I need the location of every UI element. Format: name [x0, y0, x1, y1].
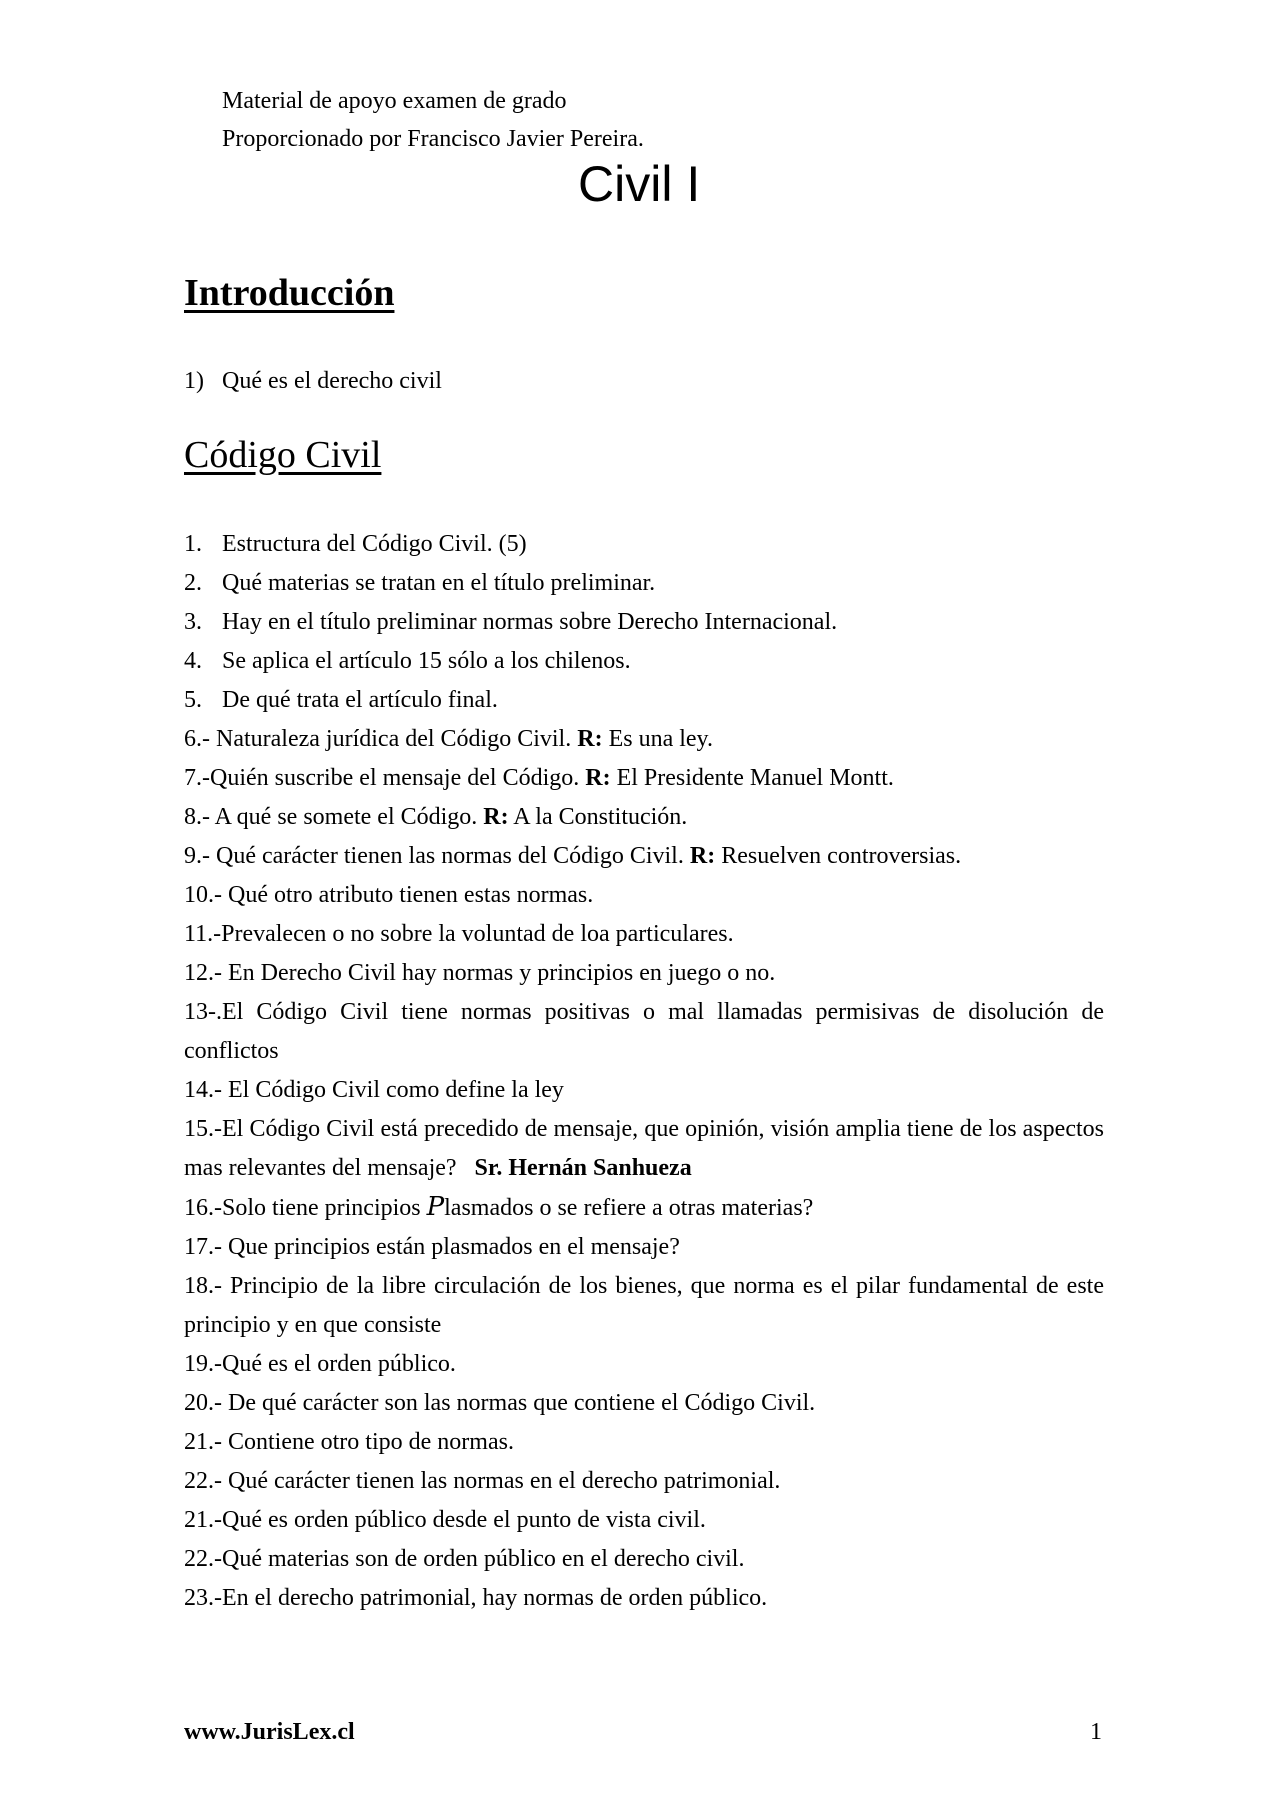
- answer-label: R:: [577, 726, 603, 752]
- list-item: 20.- De qué carácter son las normas que contiene el Código Civil.: [184, 1390, 816, 1416]
- answer-text: Resuelven controversias.: [715, 843, 962, 869]
- list-item: 18.- Principio de la libre circulación de los bienes, que norma es el pilar fundamental de este principio y en que consiste: [184, 1273, 1104, 1338]
- section-heading-codigo-civil: Código Civil: [184, 434, 382, 476]
- question-text: 9.- Qué carácter tienen las normas del Código Civil.: [184, 843, 690, 869]
- list-item: 12.- En Derecho Civil hay normas y principios en juego o no.: [184, 960, 776, 986]
- question-text: 16.-Solo tiene principios: [184, 1195, 427, 1221]
- question-text: 8.- A qué se somete el Código.: [184, 804, 484, 830]
- list-item: [184, 798, 1104, 837]
- answer-label: R:: [483, 804, 509, 830]
- list-item: 14.- El Código Civil como define la ley: [184, 1077, 564, 1103]
- answer-label: R:: [689, 843, 716, 869]
- question-text: 7.-Quién suscribe el mensaje del Código.: [184, 765, 586, 791]
- list-item: 21.-Qué es orden público desde el punto de vista civil.: [184, 1507, 706, 1533]
- footer-website: www.JurisLex.cl: [184, 1719, 355, 1745]
- list-item-text: Hay en el título preliminar normas sobre Derecho Internacional.: [222, 609, 838, 635]
- list-item-number: 4.: [184, 648, 202, 674]
- list-item-text: Se aplica el artículo 15 sólo a los chilenos.: [222, 648, 631, 674]
- list-item-number: 5.: [184, 687, 202, 713]
- list-item: 21.- Contiene otro tipo de normas.: [184, 1429, 514, 1455]
- question-text: 6.- Naturaleza jurídica del Código Civil.: [184, 726, 578, 752]
- list-item: 17.- Que principios están plasmados en el mensaje?: [184, 1234, 680, 1260]
- section-heading-introduccion: Introducción: [184, 272, 395, 314]
- list-item: 10.- Qué otro atributo tienen estas normas.: [184, 882, 594, 908]
- list-item: [184, 564, 1104, 603]
- answer-label: R:: [585, 765, 611, 791]
- question-list: [184, 525, 1104, 1618]
- list-item: 19.-Qué es el orden público.: [184, 1351, 456, 1377]
- list-item: [184, 642, 1104, 681]
- list-item: [184, 720, 1104, 759]
- list-item: [184, 837, 1104, 876]
- list-item: [184, 603, 1104, 642]
- list-item: 23.-En el derecho patrimonial, hay normas de orden público.: [184, 1585, 768, 1611]
- page-title: Civil I: [578, 156, 701, 212]
- list-item: 13-.El Código Civil tiene normas positivas o mal llamadas permisivas de disolución de conflictos: [184, 999, 1104, 1064]
- list-item-text: Qué es el derecho civil: [222, 368, 442, 394]
- answer-text: Es una ley.: [602, 726, 713, 752]
- list-item-text: Estructura del Código Civil. (5): [222, 531, 527, 557]
- header-line-1: Material de apoyo examen de grado: [222, 88, 567, 114]
- list-item: 22.-Qué materias son de orden público en el derecho civil.: [184, 1546, 745, 1572]
- list-item-number: 1): [184, 368, 204, 394]
- list-item: [184, 1188, 1104, 1228]
- question-text-rest: lasmados o se refiere a otras materias?: [444, 1195, 814, 1221]
- header-line-2: Proporcionado por Francisco Javier Pereira.: [222, 126, 644, 152]
- list-item: [184, 525, 1104, 564]
- list-item-text: Qué materias se tratan en el título preliminar.: [222, 570, 656, 596]
- list-item-number: 2.: [184, 570, 202, 596]
- question-text: 15.-El Código Civil está precedido de mensaje, que opinión, visión amplia tiene de los aspectos mas relevantes del mensaje?: [184, 1116, 1104, 1181]
- question-text-cap: P: [426, 1192, 445, 1222]
- page-number: 1: [1090, 1719, 1102, 1745]
- list-item-number: 1.: [184, 531, 202, 557]
- list-item: 22.- Qué carácter tienen las normas en el derecho patrimonial.: [184, 1468, 781, 1494]
- list-item: 11.-Prevalecen o no sobre la voluntad de loa particulares.: [184, 921, 734, 947]
- list-item: [184, 1110, 1104, 1188]
- list-item: [184, 759, 1104, 798]
- answer-text: A la Constitución.: [508, 804, 688, 830]
- list-item-number: 3.: [184, 609, 202, 635]
- attribution: Sr. Hernán Sanhueza: [474, 1155, 692, 1181]
- list-item: [184, 366, 442, 396]
- answer-text: El Presidente Manuel Montt.: [610, 765, 894, 791]
- list-item: [184, 681, 1104, 720]
- list-item-text: De qué trata el artículo final.: [222, 687, 498, 713]
